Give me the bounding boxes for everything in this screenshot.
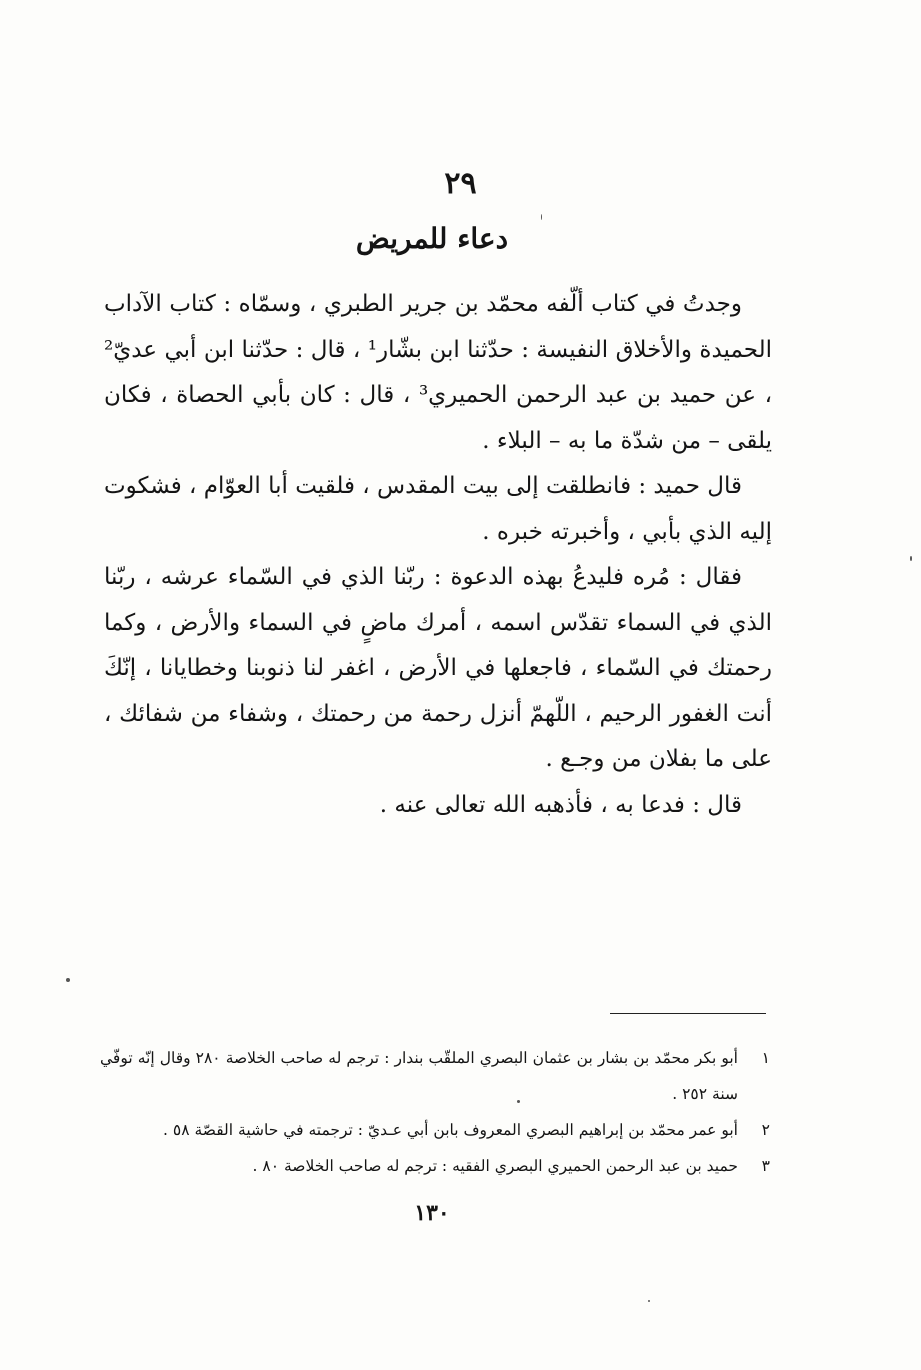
paragraph-1: وجدتُ في كتاب ألّفه محمّد بن جرير الطبري ، وسمّاه : كتاب الآداب الحميدة والأخلاق النفيسة : حدّثنا ابن بشّار¹ ، قال : حدّثنا ابن أبي عديّ² ، عن حميد بن عبد الرحمن الحميري³ ، قال : كان بأبي الحصاة ، فكان يلقى – من شدّة ما به – البلاء . (104, 291, 773, 454)
footnote-text: أبو عمر محمّد بن إبراهيم البصري المعروف بابن أبي عـديّ : ترجمته في حاشية القصّة ٥٨ . (163, 1121, 738, 1139)
page-number: ١٣٠ (414, 1200, 450, 1226)
scan-speck (910, 556, 912, 561)
scan-speck (541, 214, 542, 220)
footnote-2 (100, 1112, 770, 1148)
footnote-text: حميد بن عبد الرحمن الحميري البصري الفقيه : ترجم له صاحب الخلاصة ٨٠ . (252, 1157, 738, 1175)
scan-speck (648, 1300, 650, 1302)
footnote-number: ٢ (761, 1121, 770, 1139)
footnote-1 (100, 1040, 770, 1112)
footnote-number: ١ (761, 1049, 770, 1067)
chapter-number: ٢٩ (444, 166, 477, 201)
paragraph-3: فقال : مُره فليدعُ بهذه الدعوة : ربّنا الذي في السّماء عرشه ، ربّنا الذي في السماء تقدّس اسمه ، أمرك ماضٍ في السماء والأرض ، وكما رحمتك في السّماء ، فاجعلها في الأرض ، اغفر لنا ذنوبنا وخطايانا ، إنّكَ أنت الغفور الرحيم ، اللّهمّ أنزل رحمة من رحمتك ، وشفاء من شفائك ، على ما بفلان من وجـع . (104, 564, 772, 772)
paragraph-4: قال : فدعا به ، فأذهبه الله تعالى عنه . (379, 791, 742, 818)
footnote-separator (610, 1013, 766, 1014)
paragraph-2: قال حميد : فانطلقت إلى بيت المقدس ، فلقيت أبا العوّام ، فشكوت إليه الذي بأبي ، وأخبرته خبره . (104, 473, 772, 545)
footnote-number: ٣ (761, 1157, 770, 1175)
footnotes (100, 1040, 770, 1184)
chapter-title: دعاء للمريض (355, 222, 509, 255)
scan-speck (517, 1100, 520, 1103)
scan-speck (66, 978, 70, 982)
footnote-3 (100, 1148, 770, 1184)
body-text (104, 282, 772, 828)
footnote-text: أبو بكر محمّد بن بشار بن عثمان البصري الملقّب بندار : ترجم له صاحب الخلاصة ٢٨٠ وقال إنّه توفّي سنة ٢٥٢ . (100, 1049, 738, 1103)
